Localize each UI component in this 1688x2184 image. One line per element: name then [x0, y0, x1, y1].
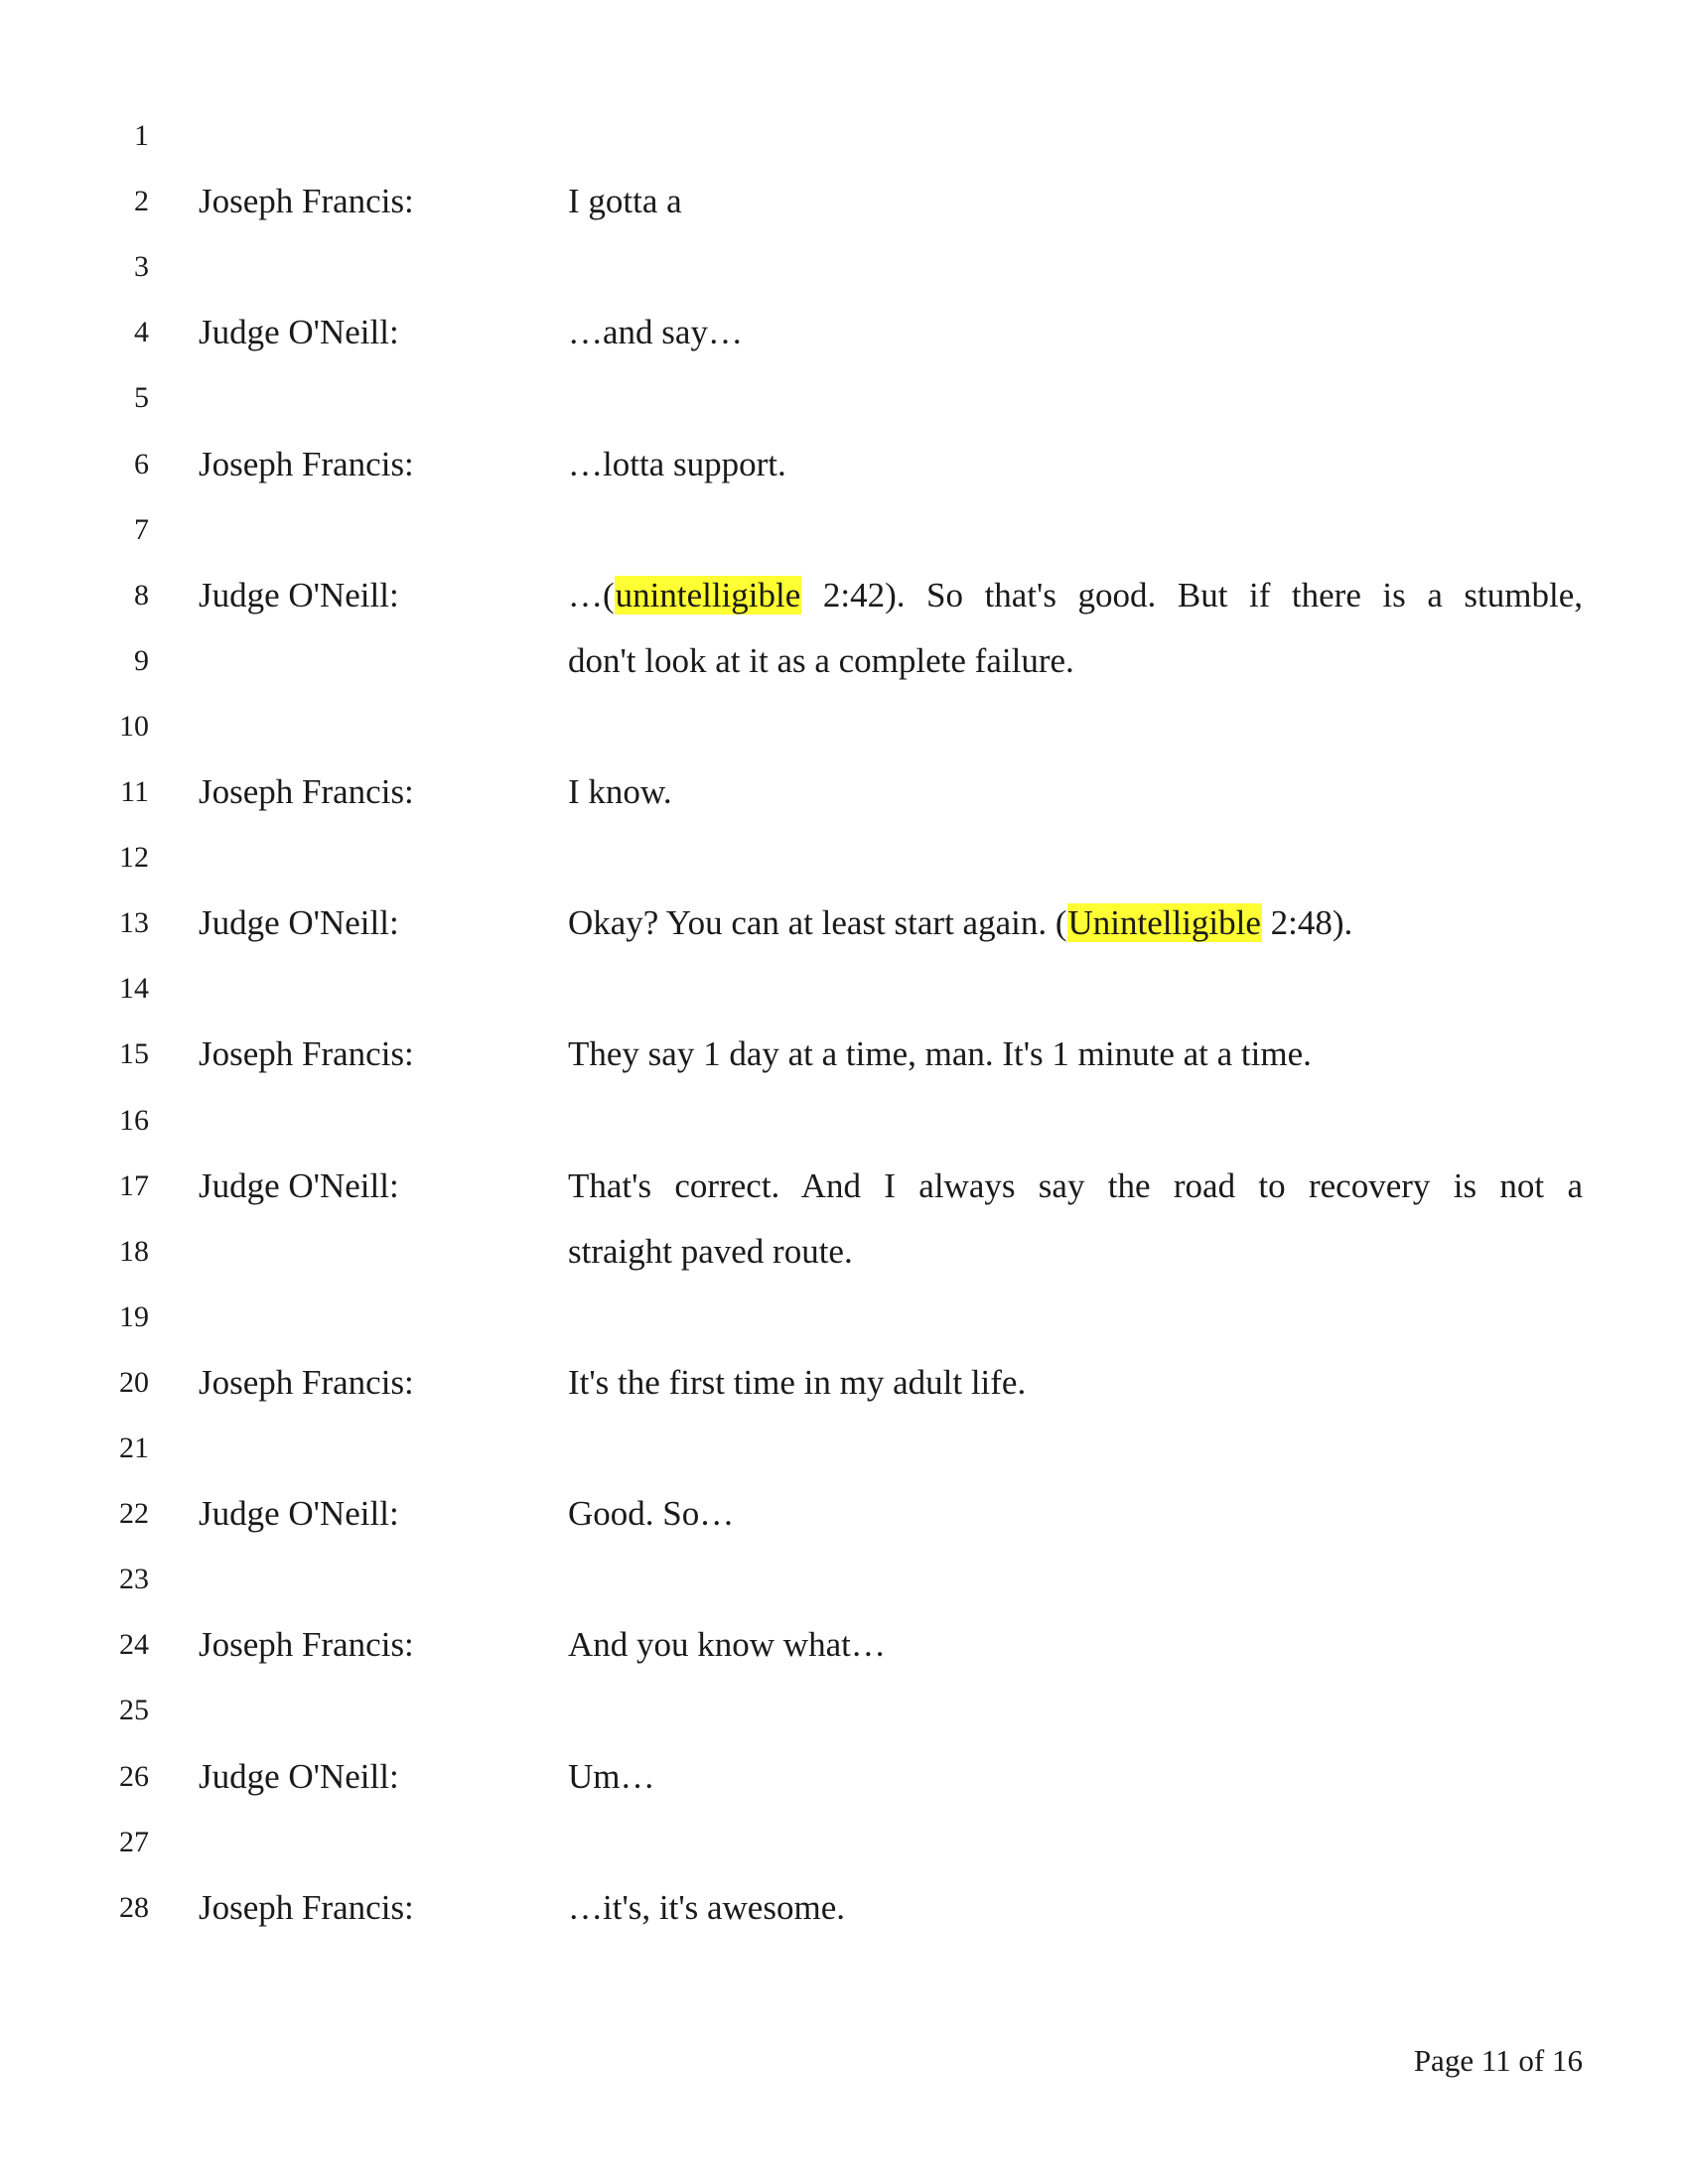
text-segment: …and say…	[568, 313, 743, 352]
dialogue-text	[568, 168, 1583, 234]
transcript-line	[0, 233, 1688, 300]
line-number: 14	[119, 972, 149, 1006]
speaker-name: Joseph Francis:	[199, 444, 414, 483]
transcript-line	[0, 824, 1688, 890]
line-number: 28	[119, 1890, 149, 1924]
transcript-line	[0, 1349, 1688, 1416]
line-number: 5	[134, 381, 149, 415]
transcript-line	[0, 364, 1688, 431]
speaker-name: Judge O'Neill:	[199, 903, 399, 943]
speaker-name: Joseph Francis:	[199, 1034, 414, 1074]
line-number: 10	[119, 709, 149, 743]
line-number: 9	[134, 643, 149, 677]
text-segment: …(	[568, 575, 615, 614]
transcript-line	[0, 1809, 1688, 1875]
transcript-line	[0, 758, 1688, 825]
speaker-name: Joseph Francis:	[199, 182, 414, 221]
line-number: 15	[119, 1037, 149, 1071]
speaker-name: Judge O'Neill:	[199, 1494, 399, 1534]
line-number: 11	[120, 775, 149, 808]
line-number: 19	[119, 1299, 149, 1333]
speaker-name: Joseph Francis:	[199, 1362, 414, 1402]
text-segment: They say 1 day at a time, man. It's 1 minute at a time.	[568, 1034, 1312, 1074]
line-number: 6	[134, 447, 149, 480]
speaker-name: Joseph Francis:	[199, 1625, 414, 1665]
line-number: 12	[119, 841, 149, 875]
line-number: 23	[119, 1563, 149, 1596]
text-segment: 2:42). So that's good. But if there is a stumble,	[801, 575, 1583, 614]
speaker-name: Joseph Francis:	[199, 772, 414, 811]
text-segment: That's correct. And I always say the road to recovery is not a	[568, 1165, 1583, 1205]
speaker-name: Joseph Francis:	[199, 1887, 414, 1927]
line-number: 20	[119, 1365, 149, 1399]
transcript-line	[0, 1415, 1688, 1481]
text-segment: Good. So…	[568, 1494, 735, 1534]
text-segment: …it's, it's awesome.	[568, 1887, 845, 1927]
transcript-line	[0, 889, 1688, 956]
dialogue-text	[568, 562, 1583, 628]
text-segment: straight paved route.	[568, 1231, 853, 1271]
transcript-line	[0, 1218, 1688, 1285]
line-number: 22	[119, 1497, 149, 1531]
dialogue-text	[568, 431, 1583, 497]
line-number: 21	[119, 1432, 149, 1464]
dialogue-text	[568, 1349, 1583, 1416]
transcript-line	[0, 1874, 1688, 1941]
line-number: 3	[134, 250, 149, 284]
transcript-line	[0, 1153, 1688, 1219]
line-number: 7	[134, 512, 149, 546]
transcript-line	[0, 1480, 1688, 1547]
page-number: Page 11 of 16	[1413, 2043, 1583, 2078]
line-number: 2	[134, 185, 149, 218]
transcript-line	[0, 1021, 1688, 1087]
dialogue-text	[568, 1743, 1583, 1810]
transcript-line	[0, 562, 1688, 628]
dialogue-text	[568, 889, 1583, 956]
highlighted-text: Unintelligible	[1067, 903, 1261, 943]
text-segment: …lotta support.	[568, 444, 786, 483]
transcript-line	[0, 496, 1688, 563]
text-segment: I know.	[568, 772, 672, 811]
line-number: 24	[119, 1628, 149, 1662]
line-number: 18	[119, 1234, 149, 1268]
text-segment: It's the first time in my adult life.	[568, 1362, 1027, 1402]
line-number: 16	[119, 1103, 149, 1137]
line-number: 8	[134, 578, 149, 612]
dialogue-text	[568, 1611, 1583, 1678]
transcript-line	[0, 299, 1688, 365]
line-number: 1	[134, 119, 149, 152]
highlighted-text: unintelligible	[615, 575, 801, 614]
transcript-line	[0, 431, 1688, 497]
text-segment: Um…	[568, 1756, 655, 1796]
dialogue-text	[568, 1874, 1583, 1941]
text-segment: don't look at it as a complete failure.	[568, 640, 1074, 680]
dialogue-text	[568, 1021, 1583, 1087]
transcript-line	[0, 1546, 1688, 1612]
line-number: 27	[119, 1825, 149, 1858]
transcript-line	[0, 1677, 1688, 1743]
text-segment: Okay? You can at least start again. (	[568, 903, 1067, 943]
transcript-line	[0, 1611, 1688, 1678]
line-number: 13	[119, 906, 149, 940]
transcript-line	[0, 1087, 1688, 1154]
transcript-line	[0, 1284, 1688, 1350]
transcript-line	[0, 168, 1688, 234]
dialogue-text	[568, 627, 1583, 694]
dialogue-text	[568, 299, 1583, 365]
transcript-line	[0, 693, 1688, 759]
line-number: 26	[119, 1759, 149, 1793]
transcript-line	[0, 1743, 1688, 1810]
speaker-name: Judge O'Neill:	[199, 1756, 399, 1796]
text-segment: And you know what…	[568, 1625, 886, 1665]
transcript-line	[0, 627, 1688, 694]
speaker-name: Judge O'Neill:	[199, 313, 399, 352]
text-segment: I gotta a	[568, 182, 682, 221]
text-segment: 2:48).	[1261, 903, 1353, 943]
dialogue-text	[568, 1480, 1583, 1547]
transcript-line	[0, 955, 1688, 1022]
transcript-line	[0, 102, 1688, 169]
speaker-name: Judge O'Neill:	[199, 1165, 399, 1205]
dialogue-text	[568, 1218, 1583, 1285]
line-number: 4	[134, 316, 149, 349]
line-number: 25	[119, 1694, 149, 1727]
line-number: 17	[119, 1168, 149, 1202]
dialogue-text	[568, 1153, 1583, 1219]
speaker-name: Judge O'Neill:	[199, 575, 399, 614]
dialogue-text	[568, 758, 1583, 825]
